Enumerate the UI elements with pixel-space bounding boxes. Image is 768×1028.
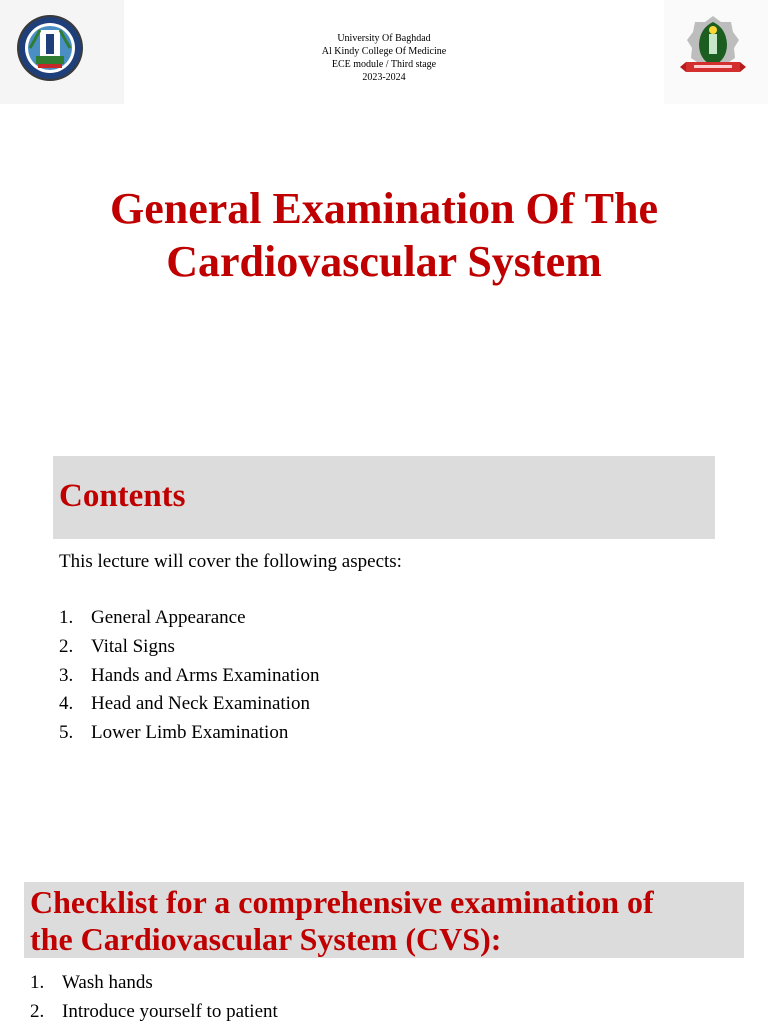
list-item [59, 634, 320, 663]
list-item-text: Hands and Arms Examination [91, 664, 320, 686]
list-item-number: 4. [59, 693, 74, 715]
list-item-text: Vital Signs [91, 635, 175, 657]
college-logo [664, 0, 768, 104]
university-seal-icon [0, 0, 124, 104]
university-logo [0, 0, 124, 104]
contents-list [59, 605, 320, 749]
title-line-2: Cardiovascular System [166, 237, 602, 286]
checklist-list [30, 970, 278, 1028]
contents-intro: This lecture will cover the following aspects: [59, 551, 402, 572]
college-emblem-icon [664, 0, 768, 104]
list-item-number: 1. [30, 972, 45, 993]
list-item [59, 605, 320, 634]
college-name: Al Kindy College Of Medicine [321, 46, 447, 57]
institution-header [234, 32, 534, 84]
list-item-text: Wash hands [62, 972, 153, 993]
list-item-number: 5. [59, 722, 74, 743]
list-item-text: Introduce yourself to patient [62, 1000, 278, 1022]
list-item-text: General Appearance [91, 607, 246, 628]
checklist-heading [30, 884, 740, 958]
contents-heading-bar [53, 456, 715, 539]
list-item-number: 1. [59, 607, 74, 628]
academic-year: 2023-2024 [362, 72, 406, 83]
checklist-heading-line-1: Checklist for a comprehensive examination of [30, 884, 654, 920]
list-item [30, 970, 278, 999]
module-stage: ECE module / Third stage [331, 59, 437, 70]
list-item-text: Lower Limb Examination [91, 722, 289, 743]
checklist-heading-bar [24, 882, 744, 958]
list-item-number: 3. [59, 664, 74, 686]
list-item [30, 999, 278, 1028]
list-item-number: 2. [30, 1000, 45, 1022]
list-item-number: 2. [59, 635, 74, 657]
contents-heading: Contents [59, 478, 186, 514]
page-title [40, 182, 728, 288]
list-item-text: Head and Neck Examination [91, 693, 310, 715]
list-item [59, 663, 320, 692]
checklist-heading-line-2: the Cardiovascular System (CVS): [30, 921, 502, 957]
title-line-1: General Examination Of The [110, 184, 658, 233]
university-name: University Of Baghdad [337, 33, 431, 44]
list-item [59, 691, 320, 720]
list-item [59, 720, 320, 749]
